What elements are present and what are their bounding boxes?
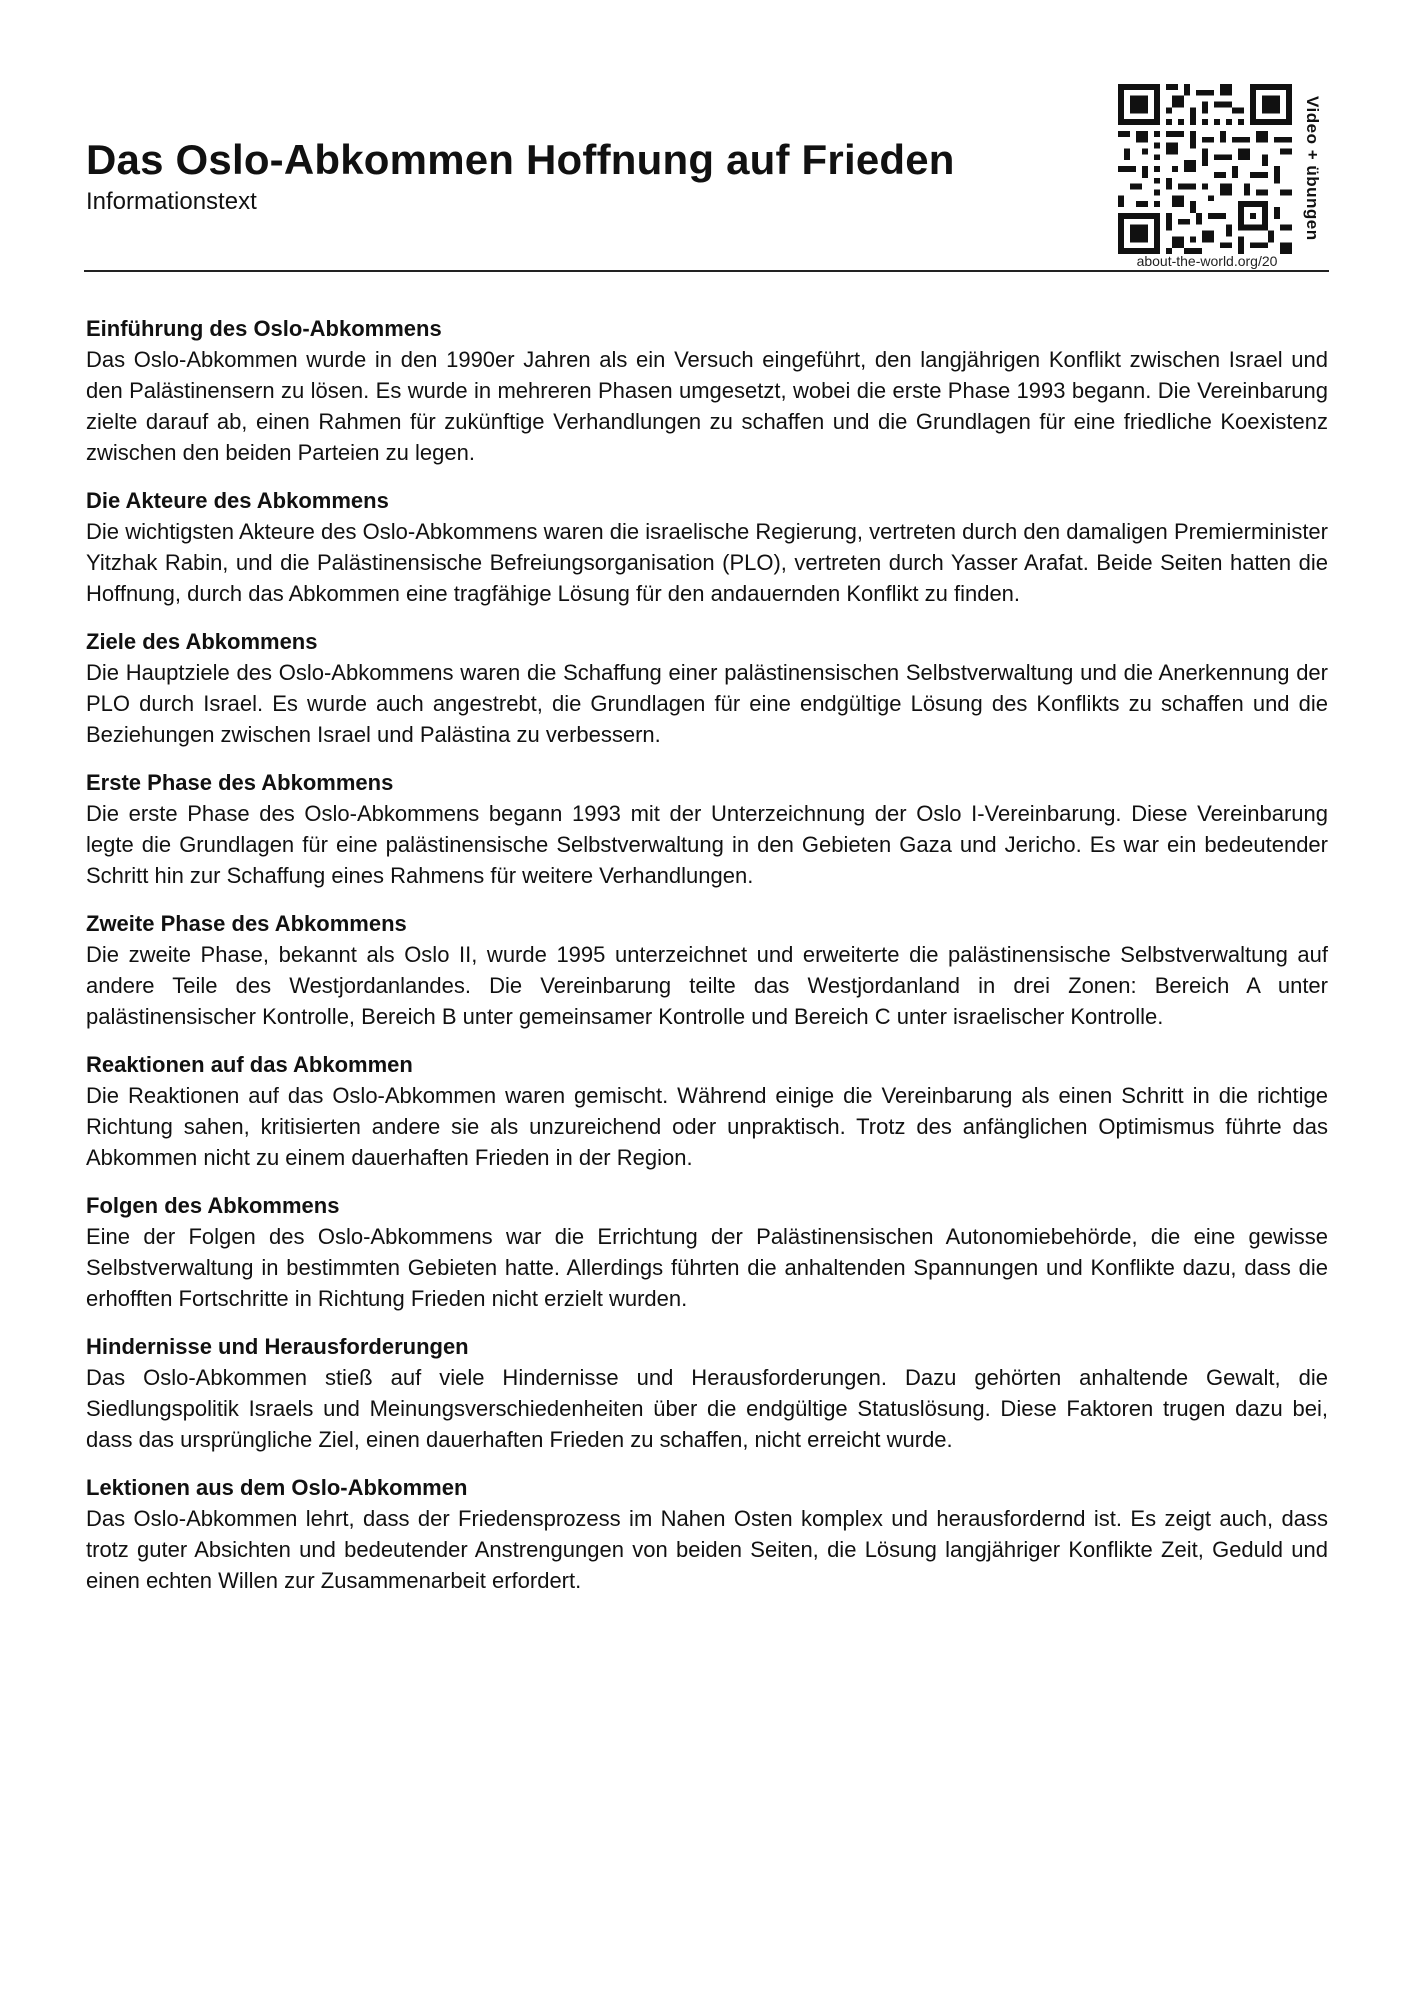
section-heading: Erste Phase des Abkommens [86,770,394,795]
section-akteure [86,486,1328,609]
qr-side-label: Video + übungen [1303,96,1322,241]
section-text: Das Oslo-Abkommen stieß auf viele Hindernisse und Herausforderungen. Dazu gehörten anhaltende Gewalt, die Siedlungspolitik Israels und Meinungsverschiedenheiten über die endgültige Statuslösung. Diese Faktoren trugen dazu bei, dass das ursprüngliche Ziel, einen dauerhaften Frieden zu schaffen, nicht erreicht wurde. [86,1365,1328,1452]
section-reaktionen [86,1050,1328,1173]
section-text: Das Oslo-Abkommen lehrt, dass der Friedensprozess im Nahen Osten komplex und herausfordernd ist. Es zeigt auch, dass trotz guter Absichten und bedeutender Anstrengungen von beiden Seiten, die Lösung langjähriger Konflikte Zeit, Geduld und einen echten Willen zur Zusammenarbeit erfordert. [86,1506,1328,1593]
section-text: Die Reaktionen auf das Oslo-Abkommen waren gemischt. Während einige die Vereinbarung als einen Schritt in die richtige Richtung sahen, kritisierten andere sie als unzureichend oder unpraktisch. Trotz des anfänglichen Optimismus führte das Abkommen nicht zu einem dauerhaften Frieden in der Region. [86,1083,1328,1170]
section-hindernisse [86,1332,1328,1455]
section-text: Die wichtigsten Akteure des Oslo-Abkommens waren die israelische Regierung, vertreten durch den damaligen Premierminister Yitzhak Rabin, und die Palästinensische Befreiungsorganisation (PLO), vertreten durch Yasser Arafat. Beide Seiten hatten die Hoffnung, durch das Abkommen eine tragfähige Lösung für den andauernden Konflikt zu finden. [86,519,1328,606]
section-heading: Ziele des Abkommens [86,629,318,654]
section-text: Die erste Phase des Oslo-Abkommens begann 1993 mit der Unterzeichnung der Oslo I-Vereinbarung. Diese Vereinbarung legte die Grundlagen für eine palästinensische Selbstverwaltung in den Gebieten Gaza und Jericho. Es war ein bedeutender Schritt hin zur Schaffung eines Rahmens für weitere Verhandlungen. [86,801,1328,888]
section-einfuehrung [86,314,1328,468]
page-title: Das Oslo-Abkommen Hoffnung auf Frieden [86,136,955,183]
section-heading: Reaktionen auf das Abkommen [86,1052,413,1077]
section-erste-phase [86,768,1328,891]
qr-block[interactable] [1118,84,1293,274]
document-body [86,314,1328,1614]
section-text: Eine der Folgen des Oslo-Abkommens war die Errichtung der Palästinensischen Autonomiebehörde, die eine gewisse Selbstverwaltung in bestimmten Gebieten hatte. Allerdings führten die anhaltenden Spannungen und Konflikte dazu, dass die erhofften Fortschritte in Richtung Frieden nicht erzielt wurden. [86,1224,1328,1311]
section-text: Das Oslo-Abkommen wurde in den 1990er Jahren als ein Versuch eingeführt, den langjährigen Konflikt zwischen Israel und den Palästinensern zu lösen. Es wurde in mehreren Phasen umgesetzt, wobei die erste Phase 1993 begann. Die Vereinbarung zielte darauf ab, einen Rahmen für zukünftige Verhandlungen zu schaffen und die Grundlagen für eine friedliche Koexistenz zwischen den beiden Parteien zu legen. [86,347,1328,465]
section-lektionen [86,1473,1328,1596]
section-heading: Zweite Phase des Abkommens [86,911,407,936]
section-heading: Lektionen aus dem Oslo-Abkommen [86,1475,468,1500]
section-ziele [86,627,1328,750]
section-folgen [86,1191,1328,1314]
section-text: Die zweite Phase, bekannt als Oslo II, wurde 1995 unterzeichnet und erweiterte die palästinensische Selbstverwaltung auf andere Teile des Westjordanlandes. Die Vereinbarung teilte das Westjordanland in drei Zonen: Bereich A unter palästinensischer Kontrolle, Bereich B unter gemeinsamer Kontrolle und Bereich C unter israelischer Kontrolle. [86,942,1328,1029]
section-heading: Einführung des Oslo-Abkommens [86,316,442,341]
section-heading: Folgen des Abkommens [86,1193,340,1218]
header-divider [84,270,1329,272]
page-subtitle: Informationstext [86,188,257,215]
section-heading: Hindernisse und Herausforderungen [86,1334,469,1359]
qr-code-icon[interactable] [1118,84,1292,254]
qr-url-label[interactable]: about-the-world.org/20 [1136,253,1278,269]
page-header [86,135,1086,217]
section-zweite-phase [86,909,1328,1032]
section-text: Die Hauptziele des Oslo-Abkommens waren die Schaffung einer palästinensischen Selbstverwaltung und die Anerkennung der PLO durch Israel. Es wurde auch angestrebt, die Grundlagen für eine endgültige Lösung des Konflikts zu schaffen und die Beziehungen zwischen Israel und Palästina zu verbessern. [86,660,1328,747]
section-heading: Die Akteure des Abkommens [86,488,389,513]
